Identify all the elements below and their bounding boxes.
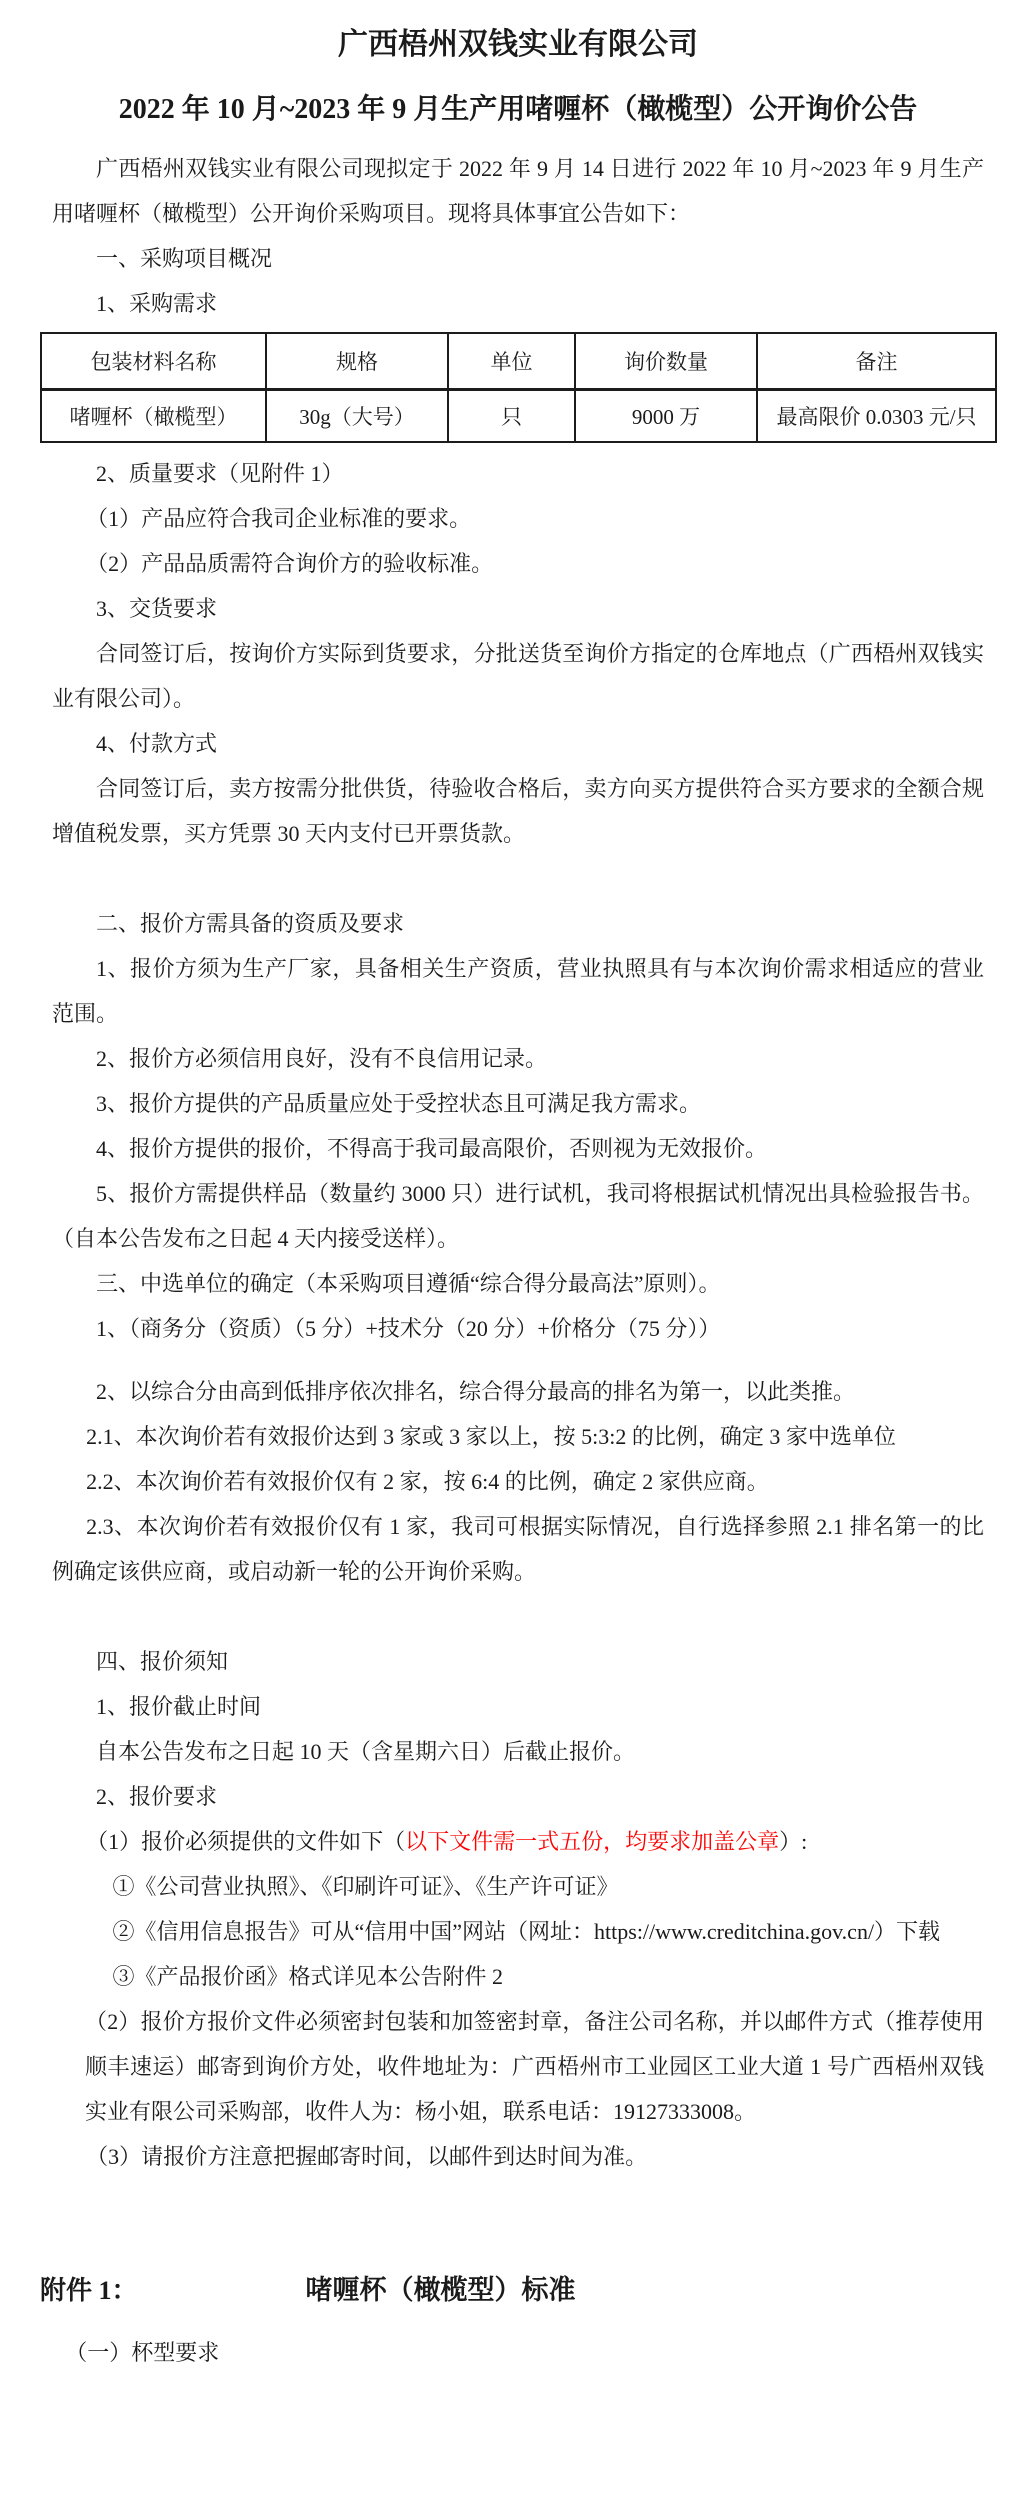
section3-item2-3: 2.3、本次询价若有效报价仅有 1 家，我司可根据实际情况，自行选择参照 2.1 排名第一的比例确定该供应商，或启动新一轮的公开询价采购。 <box>52 1514 984 1584</box>
section4-heading: 四、报价须知 <box>96 1649 229 1674</box>
section1-item2-sub2: （2）产品品质需符合询价方的验收标准。 <box>86 551 494 576</box>
section3-item2-1: 2.1、本次询价若有效报价达到 3 家或 3 家以上，按 5:3:2 的比例，确定 3 家中选单位 <box>86 1424 896 1449</box>
section3-heading: 三、中选单位的确定（本采购项目遵循“综合得分最高法”原则）。 <box>96 1271 721 1296</box>
cell-spec: 30g（大号） <box>266 390 448 443</box>
required-doc-3: ③《产品报价函》格式详见本公告附件 2 <box>112 1964 504 1989</box>
purchase-demand-table <box>40 332 997 443</box>
section1-item2: 2、质量要求（见附件 1） <box>96 461 344 486</box>
section1-item2-sub1: （1）产品应符合我司企业标准的要求。 <box>86 506 472 531</box>
col-header-remark: 备注 <box>757 333 996 390</box>
section4-item2-2: （2）报价方报价文件必须密封包装和加签密封章，备注公司名称，并以邮件方式（推荐使用顺丰速运）邮寄到询价方处，收件地址为：广西梧州市工业园区工业大道 1 号广西梧州双钱实业有限公司采购部，收件人为：杨小姐，联系电话：19127333008。 <box>85 2009 984 2124</box>
section2-item2: 2、报价方必须信用良好，没有不良信用记录。 <box>96 1046 548 1071</box>
col-header-unit: 单位 <box>448 333 575 390</box>
section1-item1: 1、采购需求 <box>96 291 218 316</box>
cell-remark: 最高限价 0.0303 元/只 <box>757 390 996 443</box>
required-doc-1: ①《公司营业执照》、《印刷许可证》、《生产许可证》 <box>112 1874 619 1899</box>
section1-item4: 4、付款方式 <box>96 731 218 756</box>
cell-unit: 只 <box>448 390 575 443</box>
announcement-title: 2022 年 10 月~2023 年 9 月生产用啫喱杯（橄榄型）公开询价公告 <box>118 94 918 125</box>
section4-item2-3: （3）请报价方注意把握邮寄时间，以邮件到达时间为准。 <box>86 2144 648 2169</box>
section2-item5: 5、报价方需提供样品（数量约 3000 只）进行试机，我司将根据试机情况出具检验报告书。（自本公告发布之日起 4 天内接受送样）。 <box>52 1181 984 1251</box>
section2-heading: 二、报价方需具备的资质及要求 <box>96 911 405 936</box>
section1-item3-text: 合同签订后，按询价方实际到货要求，分批送货至询价方指定的仓库地点（广西梧州双钱实业有限公司）。 <box>52 641 984 711</box>
document-page <box>0 24 1024 2496</box>
intro-paragraph: 广西梧州双钱实业有限公司现拟定于 2022 年 9 月 14 日进行 2022 年 10 月~2023 年 9 月生产用啫喱杯（橄榄型）公开询价采购项目。现将具体事宜公告如下： <box>52 156 984 226</box>
section1-heading: 一、采购项目概况 <box>96 246 273 271</box>
col-header-spec: 规格 <box>266 333 448 390</box>
section3-item2: 2、以综合分由高到低排序依次排名，综合得分最高的排名为第一，以此类推。 <box>96 1379 856 1404</box>
section3-item2-2: 2.2、本次询价若有效报价仅有 2 家，按 6:4 的比例，确定 2 家供应商。 <box>86 1469 769 1494</box>
section3-item1: 1、（商务分（资质）（5 分）+技术分（20 分）+价格分（75 分）） <box>96 1316 721 1341</box>
required-files-prefix: （1）报价必须提供的文件如下（ <box>86 1829 406 1854</box>
attachment-heading-row <box>40 2265 984 2316</box>
section1-item3: 3、交货要求 <box>96 596 218 621</box>
required-files-red-note: 以下文件需一式五份，均要求加盖公章 <box>405 1829 780 1854</box>
section2-item4: 4、报价方提供的报价，不得高于我司最高限价，否则视为无效报价。 <box>96 1136 768 1161</box>
cell-material-name: 啫喱杯（橄榄型） <box>41 390 266 443</box>
col-header-material-name: 包装材料名称 <box>41 333 266 390</box>
attachment-title: 啫喱杯（橄榄型）标准 <box>305 2275 576 2305</box>
required-files-suffix: ）: <box>779 1829 808 1854</box>
attachment-sub-heading: （一）杯型要求 <box>65 2340 220 2365</box>
section4-item1-text: 自本公告发布之日起 10 天（含星期六日）后截止报价。 <box>96 1739 636 1764</box>
table-header-row <box>41 333 996 390</box>
section4-item2: 2、报价要求 <box>96 1784 218 1809</box>
attachment-label: 附件 1： <box>40 2276 138 2305</box>
required-doc-2: ②《信用信息报告》可从“信用中国”网站（网址：https://www.creditchina.gov.cn/）下载 <box>112 1919 941 1944</box>
col-header-quantity: 询价数量 <box>575 333 757 390</box>
section4-required-files-line <box>52 1819 984 1864</box>
company-title: 广西梧州双钱实业有限公司 <box>338 28 698 61</box>
table-row <box>41 390 996 443</box>
section1-item4-text: 合同签订后，卖方按需分批供货，待验收合格后，卖方向买方提供符合买方要求的全额合规增值税发票，买方凭票 30 天内支付已开票货款。 <box>52 776 984 846</box>
cell-quantity: 9000 万 <box>575 390 757 443</box>
section2-item3: 3、报价方提供的产品质量应处于受控状态且可满足我方需求。 <box>96 1091 702 1116</box>
section2-item1: 1、报价方须为生产厂家，具备相关生产资质，营业执照具有与本次询价需求相适应的营业范围。 <box>52 956 984 1026</box>
section4-item1: 1、报价截止时间 <box>96 1694 262 1719</box>
